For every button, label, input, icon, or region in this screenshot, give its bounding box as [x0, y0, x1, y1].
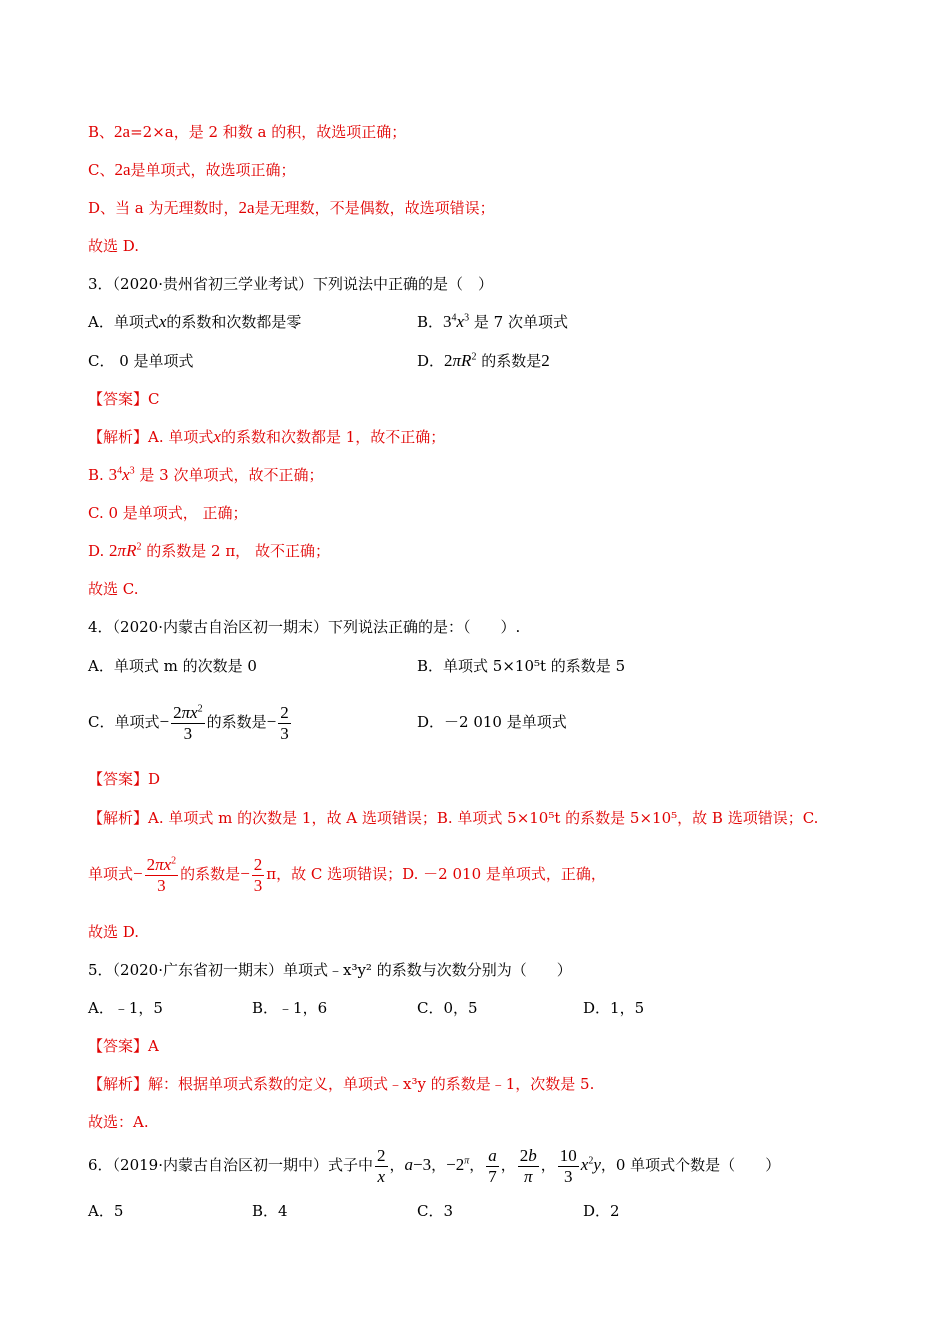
q3-conclusion: 故选 C. [88, 580, 139, 598]
q5-answer: 【答案】A [88, 1037, 159, 1055]
q2-conclusion: 故选 D. [88, 237, 140, 255]
q4-option-b: B．单项式 5×10⁵t 的系数是 5 [417, 657, 626, 675]
q3-explanation-a: 【解析】A. 单项式x的系数和次数都是 1，故不正确； [88, 427, 446, 446]
q3-stem: 3．（2020·贵州省初三学业考试）下列说法中正确的是（ ） [88, 275, 493, 293]
q5-option-a: A．﹣1，5 [88, 999, 163, 1017]
q3-explanation-b: B. $3^4x^3$ 是 3 次单项式，故不正确； [88, 465, 324, 484]
q3-option-b: B．$3^4x^3$ 是 7 次单项式 [417, 312, 568, 331]
q6-stem: 6．（2019·内蒙古自治区初一期中）式子中 $\frac{2}{x}$ ，a−3，$-2^\pi$， $\frac{a}{7}$ ， $\frac{2b}{\pi}$ ， $\frac{10}{3}$ $x^2y$，0 单项式个数是（ ） [88, 1145, 781, 1186]
q2-option-b-explanation: B、2a=2×a，是 2 和数 a 的积，故选项正确； [88, 122, 407, 141]
q4-option-a: A．单项式 m 的次数是 0 [88, 657, 257, 675]
q5-explanation: 【解析】解：根据单项式系数的定义，单项式﹣x³y 的系数是﹣1，次数是 5. [88, 1075, 595, 1093]
q2-option-d-explanation: D、当 a 为无理数时，2a是无理数，不是偶数，故选项错误； [88, 198, 495, 217]
q6-option-c: C．3 [417, 1202, 454, 1220]
q5-option-b: B．﹣1，6 [252, 999, 328, 1017]
q4-option-d: D．－2 010 是单项式 [417, 713, 567, 731]
q3-explanation-c: C. 0 是单项式， 正确； [88, 504, 248, 522]
q3-option-c: C． 0 是单项式 [88, 352, 194, 370]
q5-conclusion: 故选：A. [88, 1113, 149, 1131]
q6-option-a: A．5 [88, 1202, 124, 1220]
q5-option-c: C．0，5 [417, 999, 478, 1017]
q3-option-d: D．$2\pi R^2$ 的系数是2 [417, 351, 550, 370]
q4-explanation-line1: 【解析】A. 单项式 m 的次数是 1，故 A 选项错误；B. 单项式 5×10⁵t 的系数是 5×10⁵，故 B 选项错误；C. [88, 809, 819, 827]
q4-explanation-line2: 单项式− $\frac{2\pi x^2}{3}$ 的系数是− $\frac{2}{3}$ π，故 C 选项错误；D. －2 010 是单项式，正确， [88, 854, 606, 895]
q6-option-d: D．2 [583, 1202, 620, 1220]
q5-stem: 5．（2020·广东省初一期末）单项式﹣x³y² 的系数与次数分别为（ ） [88, 961, 572, 979]
q2-option-c-explanation: C、2a是单项式，故选项正确； [88, 160, 296, 179]
q4-option-c: C．单项式− $\frac{2\pi x^2}{3}$ 的系数是− $\frac{2}{3}$ [88, 702, 289, 743]
q6-option-b: B．4 [252, 1202, 288, 1220]
q4-stem: 4．（2020·内蒙古自治区初一期末）下列说法正确的是：（ ）. [88, 618, 521, 636]
q4-answer: 【答案】D [88, 770, 161, 788]
q3-answer: 【答案】C [88, 390, 160, 408]
q3-option-a: A．单项式x的系数和次数都是零 [88, 312, 302, 331]
q5-option-d: D．1，5 [583, 999, 645, 1017]
q4-conclusion: 故选 D. [88, 923, 140, 941]
q3-explanation-d: D. $2\pi R^2$ 的系数是 2 π， 故不正确； [88, 541, 330, 560]
